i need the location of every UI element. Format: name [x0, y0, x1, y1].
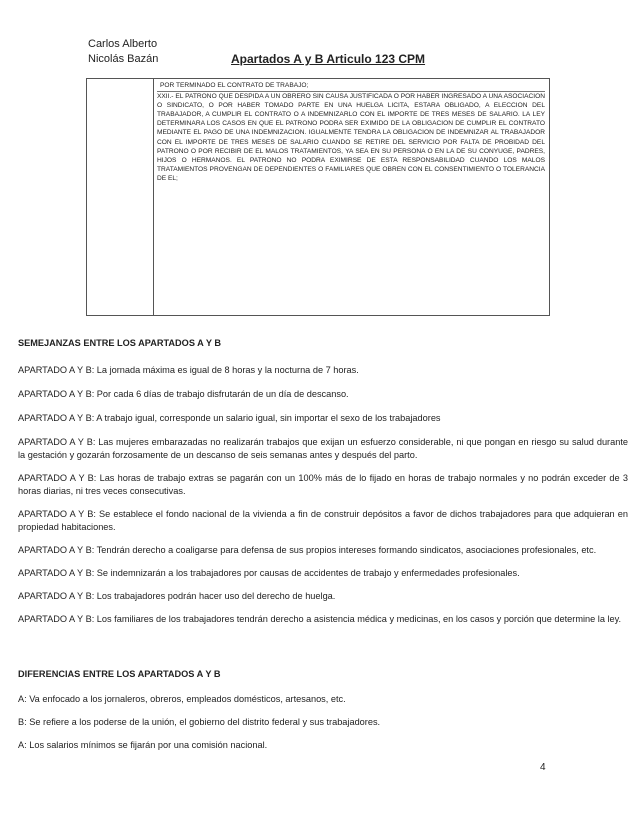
difference-item: A: Va enfocado a los jornaleros, obreros, empleados domésticos, artesanos, etc.	[18, 694, 346, 704]
law-text-table	[86, 78, 550, 316]
author-name: Nicolás Bazán	[88, 53, 159, 65]
similarity-item: APARTADO A Y B: A trabajo igual, corresponde un salario igual, sin importar el sexo de los trabajadores	[18, 413, 441, 423]
table-top-line: POR TERMINADO EL CONTRATO DE TRABAJO;	[157, 81, 545, 92]
page-number: 4	[540, 762, 546, 773]
section-heading: SEMEJANZAS ENTRE LOS APARTADOS A Y B	[18, 338, 221, 348]
author-block	[88, 37, 158, 67]
similarity-item: APARTADO A Y B: La jornada máxima es igual de 8 horas y la nocturna de 7 horas.	[18, 365, 359, 375]
difference-item: B: Se refiere a los poderse de la unión, el gobierno del distrito federal y sus trabajadores.	[18, 717, 381, 727]
similarity-item: APARTADO A Y B: Se indemnizarán a los trabajadores por causas de accidentes de trabajo y enfermedades profesionales.	[18, 568, 520, 578]
similarity-item: APARTADO A Y B: Por cada 6 días de trabajo disfrutarán de un día de descanso.	[18, 389, 349, 399]
table-body-text: XXII.- EL PATRONO QUE DESPIDA A UN OBRERO SIN CAUSA JUSTIFICADA O POR HABER INGRESADO A UNA ASOCIACION O SINDICATO, O POR HABER TOMADO PARTE EN UNA HUELGA LICITA, ESTARA OBLIGADO, A ELECCION DEL TRABAJADOR, A CUMPLIR EL CONTRATO O A INDEMNIZARLO CON EL IMPORTE DE TRES MESES DE SALARIO. LA LEY DETERMINARA LOS CASOS EN QUE EL PATRONO PODRA SER EXIMIDO DE LA OBLIGACION DE CUMPLIR EL CONTRATO MEDIANTE EL PAGO DE UNA INDEMNIZACION. IGUALMENTE TENDRA LA OBLIGACION DE INDEMNIZAR AL TRABAJADOR CON EL IMPORTE DE TRES MESES DE SALARIO CUANDO SE RETIRE DEL SERVICIO POR FALTA DE PROBIDAD DEL PATRONO O POR RECIBIR DE EL MALOS TRATAMIENTOS, YA SEA EN SU PERSONA O EN LA DE SU CONYUGE, PADRES, HIJOS O HERMANOS. EL PATRONO NO PODRA EXIMIRSE DE ESTA RESPONSABILIDAD CUANDO LOS MALOS TRATAMIENTOS PROVENGAN DE DEPENDIENTES O FAMILIARES QUE OBREN CON EL CONSENTIMIENTO O TOLERANCIA DE EL;	[157, 93, 545, 182]
author-name: Carlos Alberto	[88, 38, 158, 50]
similarity-item: APARTADO A Y B: Las mujeres embarazadas no realizarán trabajos que exijan un esfuerzo considerable, ni que pongan en riesgo su salud durante la gestación y gozarán forzosamente de un descanso de seis semanas antes y después del parto.	[18, 437, 628, 460]
similarity-item: APARTADO A Y B: Los familiares de los trabajadores tendrán derecho a asistencia médica y medicinas, en los casos y porción que determine la ley.	[18, 614, 622, 624]
similarities-section	[18, 337, 628, 350]
similarity-item: APARTADO A Y B: Los trabajadores podrán hacer uso del derecho de huelga.	[18, 591, 336, 601]
table-text-cell	[154, 79, 549, 315]
similarity-item: APARTADO A Y B: Tendrán derecho a coaligarse para defensa de sus propios intereses formando sindicatos, asociaciones profesionales, etc.	[18, 545, 597, 555]
differences-section	[18, 668, 628, 681]
table-empty-cell	[87, 79, 154, 315]
similarity-item: APARTADO A Y B: Las horas de trabajo extras se pagarán con un 100% más de lo fijado en horas de trabajo normales y no podrán exceder de 3 horas diarias, ni tres veces consecutivas.	[18, 473, 628, 496]
difference-item: A: Los salarios mínimos se fijarán por una comisión nacional.	[18, 740, 268, 750]
similarity-item: APARTADO A Y B: Se establece el fondo nacional de la vivienda a fin de construir depósitos a favor de dichos trabajadores para que adquieran en propiedad habitaciones.	[18, 509, 628, 532]
document-title: Apartados A y B Articulo 123 CPM	[231, 52, 426, 66]
section-heading: DIFERENCIAS ENTRE LOS APARTADOS A Y B	[18, 669, 221, 679]
